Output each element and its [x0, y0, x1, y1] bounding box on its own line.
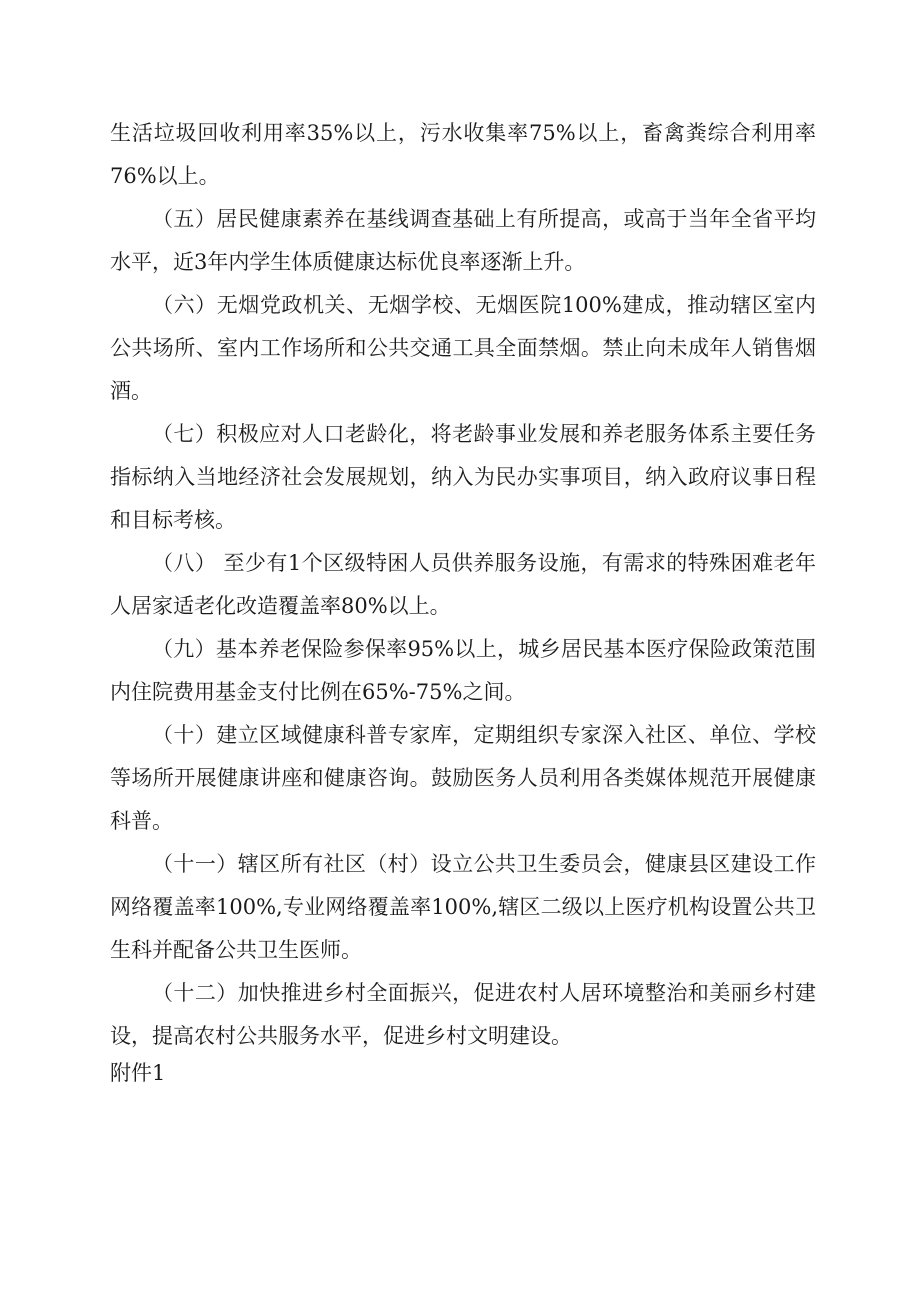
paragraph-item-5: （五）居民健康素养在基线调查基础上有所提高，或高于当年全省平均水平，近3年内学生体质健康达标优良率逐渐上升。 [110, 207, 816, 274]
paragraph-item-7: （七）积极应对人口老龄化，将老龄事业发展和养老服务体系主要任务指标纳入当地经济社会发展规划，纳入为民办实事项目，纳入政府议事日程和目标考核。 [110, 422, 816, 532]
paragraph-item-6: （六）无烟党政机关、无烟学校、无烟医院100%建成，推动辖区室内公共场所、室内工作场所和公共交通工具全面禁烟。禁止向未成年人销售烟酒。 [110, 293, 816, 403]
document-body [110, 112, 816, 1088]
paragraph-item-8: （八） 至少有1个区级特困人员供养服务设施，有需求的特殊困难老年人居家适老化改造覆盖率80%以上。 [110, 551, 816, 618]
paragraph-item-12: （十二）加快推进乡村全面振兴，促进农村人居环境整治和美丽乡村建设，提高农村公共服务水平，促进乡村文明建设。 [110, 981, 816, 1048]
paragraph-item-11: （十一）辖区所有社区（村）设立公共卫生委员会，健康县区建设工作网络覆盖率100%,专业网络覆盖率100%,辖区二级以上医疗机构设置公共卫生科并配备公共卫生医师。 [110, 852, 816, 962]
paragraph-continuation: 生活垃圾回收利用率35%以上，污水收集率75%以上，畜禽粪综合利用率76%以上。 [110, 121, 816, 188]
paragraph-item-10: （十）建立区域健康科普专家库，定期组织专家深入社区、单位、学校等场所开展健康讲座和健康咨询。鼓励医务人员利用各类媒体规范开展健康科普。 [110, 723, 816, 833]
attachment-label: 附件1 [110, 1061, 166, 1085]
paragraph-item-9: （九）基本养老保险参保率95%以上，城乡居民基本医疗保险政策范围内住院费用基金支付比例在65%-75%之间。 [110, 637, 816, 704]
